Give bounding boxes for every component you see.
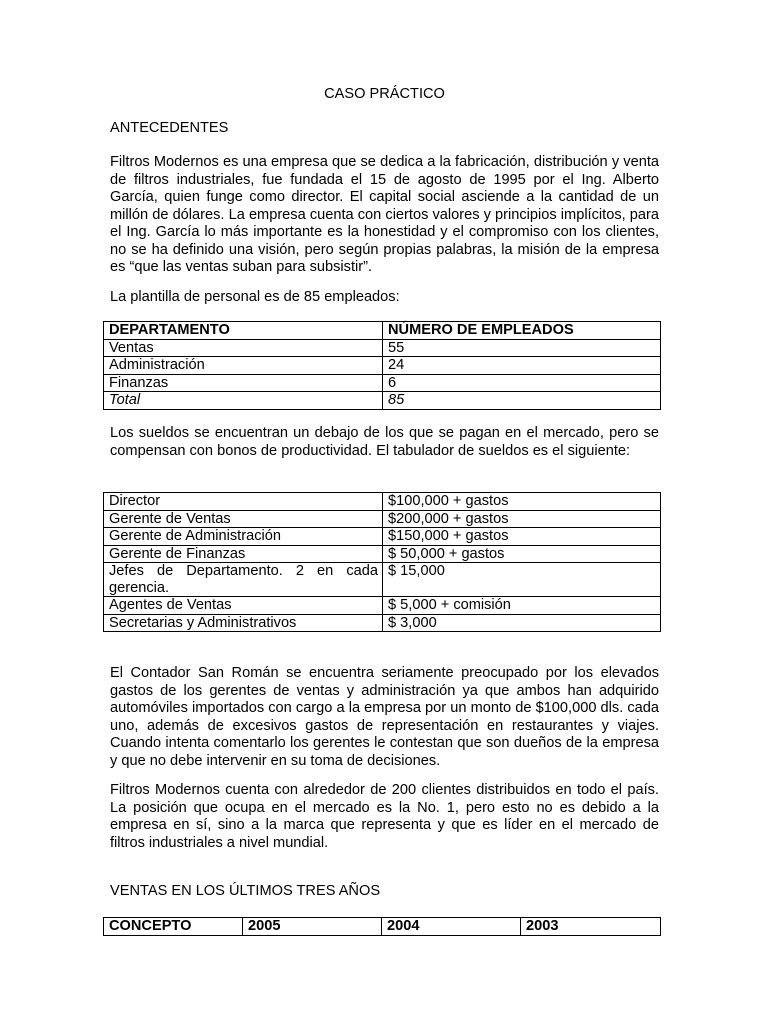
table-cell: Gerente de Finanzas — [104, 545, 383, 563]
table-row — [104, 392, 661, 410]
table-header-cell: 2005 — [243, 918, 382, 936]
document-title: CASO PRÁCTICO — [324, 86, 445, 102]
table-cell: $150,000 + gastos — [383, 528, 661, 546]
table-cell: $ 50,000 + gastos — [383, 545, 661, 563]
table-cell: $ 3,000 — [383, 614, 661, 632]
salary-table — [103, 492, 661, 632]
table-cell: Ventas — [104, 339, 383, 357]
table-cell: $ 5,000 + comisión — [383, 597, 661, 615]
table-row — [104, 510, 661, 528]
paragraph-market-position: Filtros Modernos cuenta con alrededor de 200 clientes distribuidos en todo el país. La posición que ocupa en el mercado es la No. 1, pero esto no es debido a la empresa en sí, sino a la marca que representa y que es líder en el mercado de filtros industriales a nivel mundial. — [110, 782, 659, 851]
table-row — [104, 563, 661, 597]
table-header-cell: NÚMERO DE EMPLEADOS — [383, 322, 661, 340]
table-header-row — [104, 918, 661, 936]
paragraph-salaries-intro: Los sueldos se encuentran un debajo de los que se pagan en el mercado, pero se compensan con bonos de productividad. El tabulador de sueldos es el siguiente: — [110, 425, 659, 459]
table-cell: $ 15,000 — [383, 563, 661, 597]
table-cell: 85 — [383, 392, 661, 410]
table-row — [104, 493, 661, 511]
table-row — [104, 545, 661, 563]
sales-table — [103, 917, 661, 936]
table-cell: Secretarias y Administrativos — [104, 614, 383, 632]
staff-table — [103, 321, 661, 410]
table-row — [104, 528, 661, 546]
table-header-cell: 2004 — [382, 918, 521, 936]
table-cell: Administración — [104, 357, 383, 375]
paragraph-staff-intro: La plantilla de personal es de 85 empleados: — [110, 289, 400, 305]
table-header-cell: CONCEPTO — [104, 918, 243, 936]
table-row — [104, 597, 661, 615]
table-header-cell: DEPARTAMENTO — [104, 322, 383, 340]
table-cell: Director — [104, 493, 383, 511]
table-header-row — [104, 322, 661, 340]
paragraph-company-background: Filtros Modernos es una empresa que se dedica a la fabricación, distribución y venta de filtros industriales, fue fundada el 15 de agosto de 1995 por el Ing. Alberto García, quien funge como director. El capital social asciende a la cantidad de un millón de dólares. La empresa cuenta con ciertos valores y principios implícitos, para el Ing. García lo más importante es la honestidad y el compromiso con los clientes, no se ha definido una visión, pero según propias palabras, la misión de la empresa es “que las ventas suban para subsistir”. — [110, 154, 659, 275]
table-cell: $100,000 + gastos — [383, 493, 661, 511]
table-row — [104, 374, 661, 392]
table-cell: Jefes de Departamento. 2 en cada gerencia. — [104, 563, 383, 597]
table-cell: Total — [104, 392, 383, 410]
table-cell: Gerente de Administración — [104, 528, 383, 546]
section-heading-antecedentes: ANTECEDENTES — [110, 120, 229, 136]
table-cell: $200,000 + gastos — [383, 510, 661, 528]
table-cell: Finanzas — [104, 374, 383, 392]
table-cell: Agentes de Ventas — [104, 597, 383, 615]
table-row — [104, 339, 661, 357]
table-cell: 6 — [383, 374, 661, 392]
section-heading-ventas: VENTAS EN LOS ÚLTIMOS TRES AÑOS — [110, 883, 381, 899]
table-cell: 55 — [383, 339, 661, 357]
table-cell: 24 — [383, 357, 661, 375]
table-header-cell: 2003 — [521, 918, 661, 936]
table-row — [104, 357, 661, 375]
paragraph-expenses-concern: El Contador San Román se encuentra seriamente preocupado por los elevados gastos de los gerentes de ventas y administración ya que ambos han adquirido automóviles importados con cargo a la empresa por un monto de $100,000 dls. cada uno, además de excesivos gastos de representación en restaurantes y viajes. Cuando intenta comentarlo los gerentes le contestan que son dueños de la empresa y que no debe intervenir en su toma de decisiones. — [110, 665, 659, 769]
table-cell: Gerente de Ventas — [104, 510, 383, 528]
table-row — [104, 614, 661, 632]
